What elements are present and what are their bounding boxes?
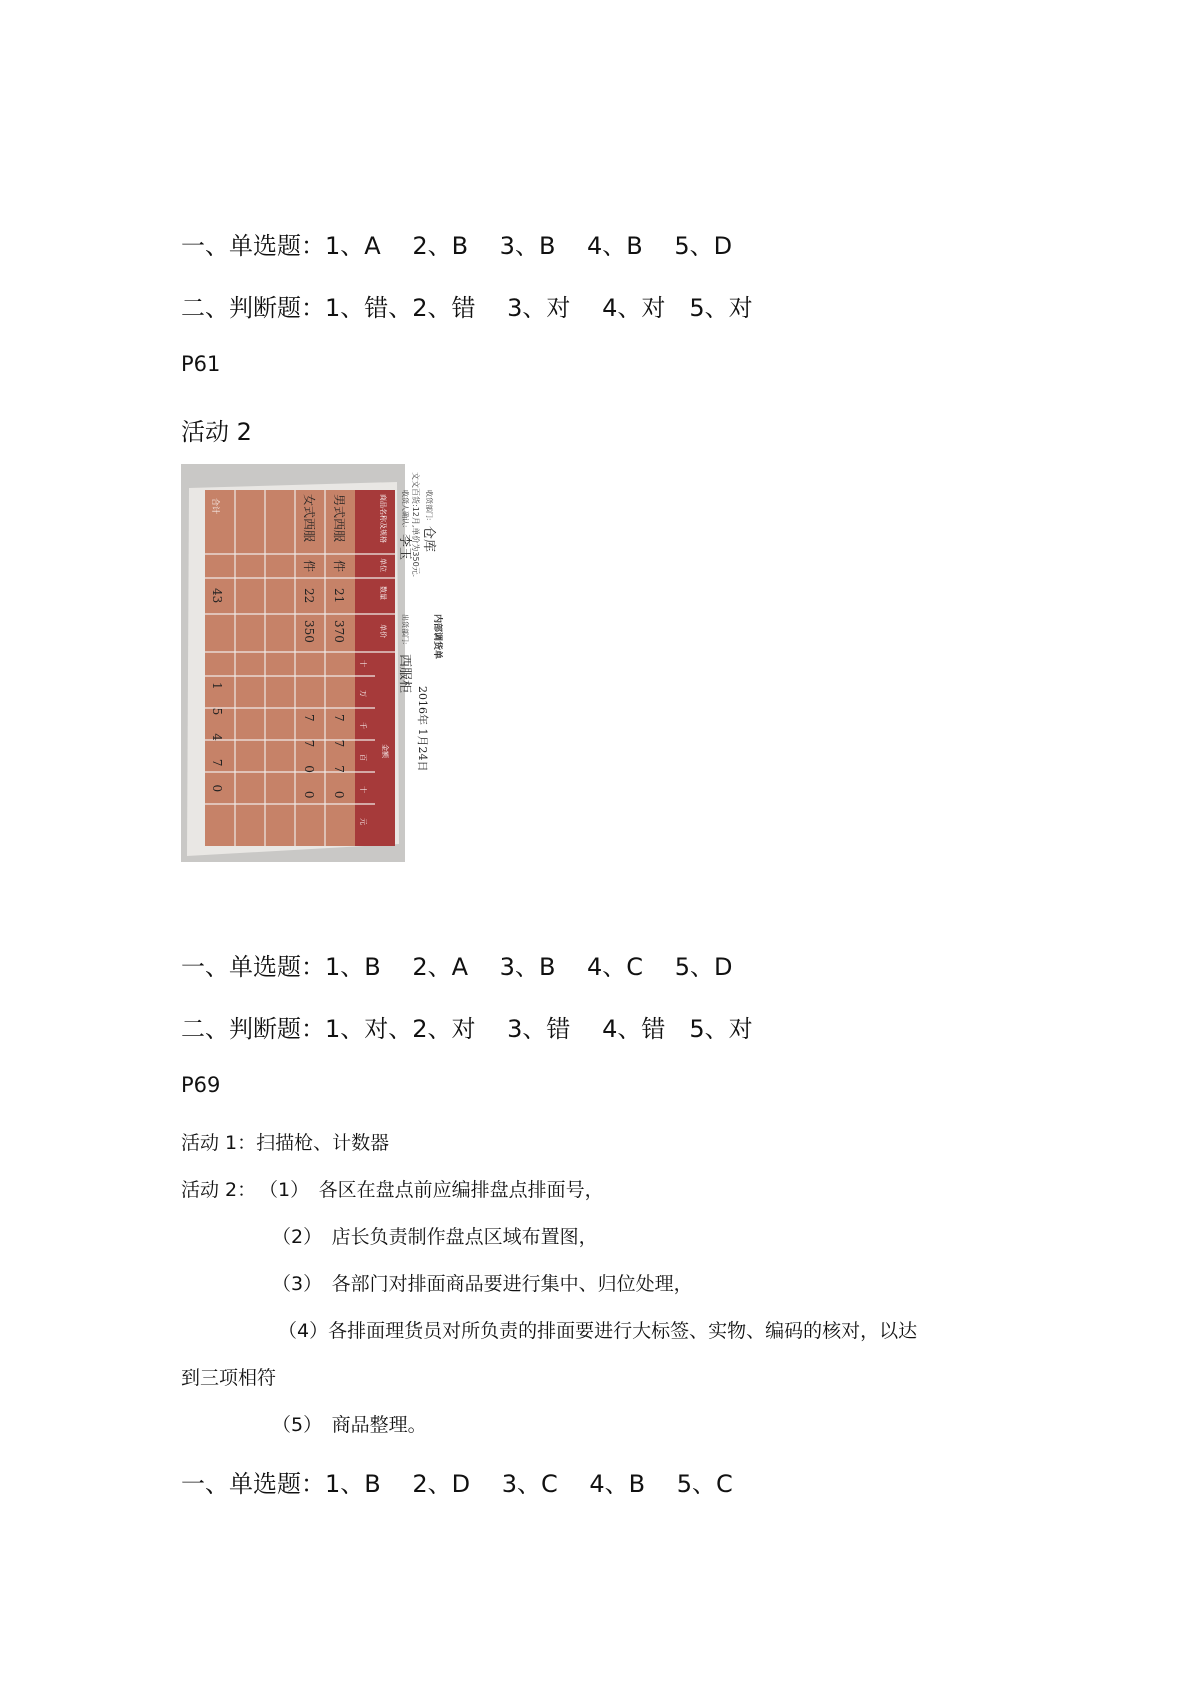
total-label: 合计 [211, 498, 220, 514]
activity-2-item: （2） 店长负责制作盘点区域布置图， [272, 1226, 598, 1248]
row2-name: 女式西服 [302, 494, 316, 543]
slip-header-line: 文文百货:12月,单价为350元. [411, 472, 420, 578]
page-ref-p69: P69 [181, 1073, 221, 1097]
transfer-slip-photo [181, 464, 442, 862]
row2-unit: 件 [302, 560, 316, 573]
receiver-person-label: 收货人确认: [401, 490, 409, 528]
col-name-header: 商品名称及规格 [379, 494, 387, 543]
slip-title: 内部调货单 [432, 614, 442, 660]
col-unit-header: 单位 [379, 558, 387, 572]
col-qty-header: 数量 [379, 586, 387, 600]
sender-dept-label: 出货部门: [401, 614, 409, 645]
single-choice-answers-3: 一、单选题：1、B 2、D 3、C 4、B 5、C [181, 1470, 733, 1498]
col-amount-header: 金额 [381, 744, 389, 758]
col-price-header: 单价 [379, 624, 387, 638]
receiver-dept-label: 收货部门: [425, 490, 433, 521]
amount-digit-label: 十 [359, 786, 367, 793]
receiver-dept-handwritten: 仓库 [421, 526, 436, 553]
amount-digit-label: 百 [359, 754, 367, 761]
true-false-answers-2: 二、判断题：1、对、2、对 3、错 4、错 5、对 [181, 1015, 753, 1043]
row1-name: 男式西服 [332, 494, 346, 543]
activity-2-item: （1） 各区在盘点前应编排盘点排面号， [259, 1179, 604, 1201]
activity-2-item-continuation: 到三项相符 [181, 1367, 277, 1389]
row2-qty: 22 [302, 588, 316, 604]
activity-2-heading: 活动 2 [181, 418, 252, 446]
activity-2-item: （4）各排面理货员对所负责的排面要进行大标签、实物、编码的核对，以达 [278, 1320, 918, 1342]
amount-digit-label: 千 [359, 722, 367, 729]
slip-date: 2016年 1月24日 [416, 686, 429, 772]
activity-2-label: 活动 2： [181, 1179, 257, 1201]
page-ref-p61: P61 [181, 352, 221, 376]
activity-2-item: （3） 各部门对排面商品要进行集中、归位处理， [272, 1273, 693, 1295]
activity-1-answer: 活动 1：扫描枪、计数器 [181, 1132, 390, 1154]
row1-qty: 21 [332, 588, 346, 604]
row1-price: 370 [332, 620, 346, 643]
transfer-slip-svg [181, 464, 442, 862]
total-qty: 43 [210, 588, 224, 604]
receiver-person-handwritten: 李玉 [397, 534, 412, 561]
activity-2-item: （5） 商品整理。 [272, 1414, 427, 1436]
amount-digit-label: 十 [359, 660, 367, 667]
row2-price: 350 [302, 620, 316, 643]
row1-unit: 件 [332, 560, 346, 573]
true-false-answers-1: 二、判断题：1、错、2、错 3、对 4、对 5、对 [181, 294, 753, 322]
amount-digit-label: 万 [359, 690, 367, 697]
row2-amount: 7700 [302, 714, 316, 817]
row1-amount: 7770 [332, 714, 346, 817]
total-amount: 15470 [210, 682, 224, 811]
single-choice-answers-2: 一、单选题：1、B 2、A 3、B 4、C 5、D [181, 953, 733, 981]
single-choice-answers-1: 一、单选题：1、A 2、B 3、B 4、B 5、D [181, 232, 733, 260]
sender-dept-handwritten: 西服柜 [397, 654, 412, 694]
amount-digit-label: 元 [359, 818, 367, 825]
